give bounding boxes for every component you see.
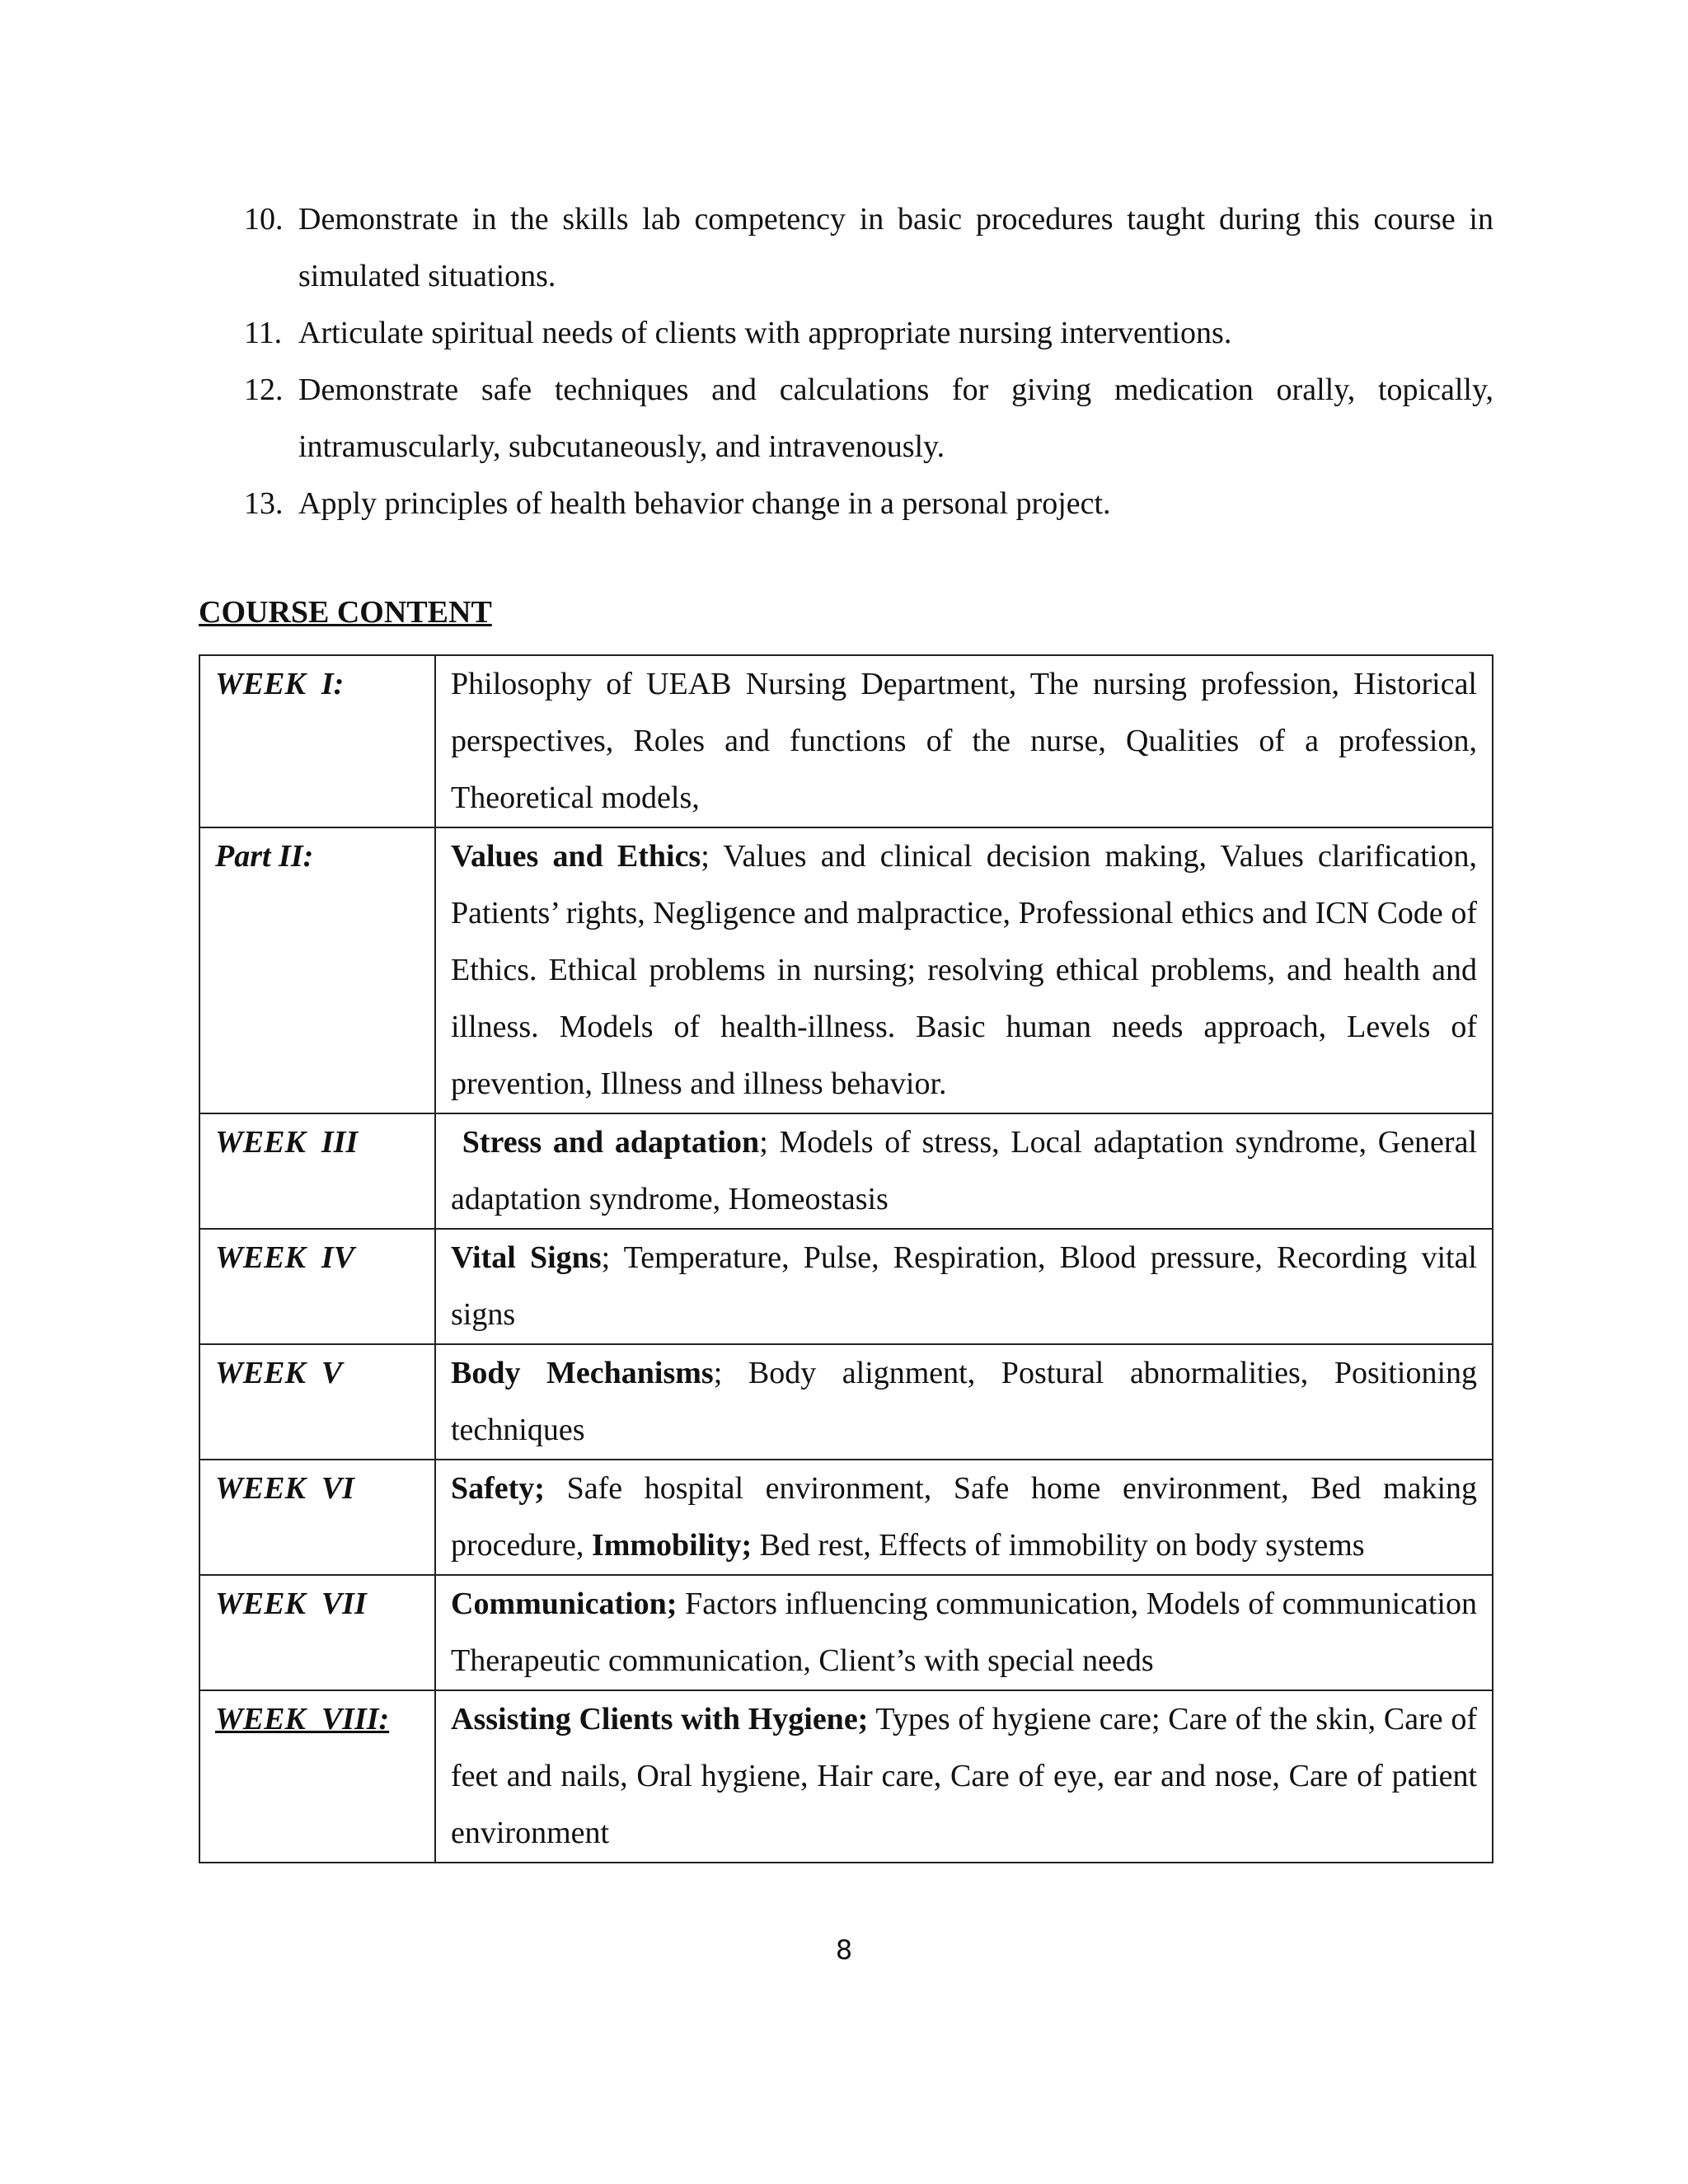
week-description <box>435 1690 1493 1863</box>
objective-number: 12. <box>244 373 284 407</box>
objective-number: 11. <box>244 316 283 350</box>
week-topic: Assisting Clients with Hygiene; <box>451 1702 869 1736</box>
week-details: ; Body alignment, Postural abnormalities, Positioning techniques <box>451 1356 1478 1447</box>
objective-item <box>244 362 1493 476</box>
objective-item <box>244 305 1493 362</box>
week-details: Types of hygiene care; Care of the skin, Care of feet and nails, Oral hygiene, Hair care, Care of eye, ear and nose, Care of patient environment <box>451 1702 1477 1850</box>
week-topic: Body Mechanisms <box>451 1356 714 1390</box>
week-description <box>435 1460 1493 1575</box>
week-details: ; Models of stress, Local adaptation syndrome, General adaptation syndrome, Homeostasis <box>451 1125 1477 1216</box>
objective-number: 10. <box>244 202 284 237</box>
week-topic: Communication; <box>451 1586 678 1621</box>
week-topic: Values and Ethics <box>451 839 701 874</box>
objective-text: Demonstrate in the skills lab competency in basic procedures taught during this course in simulated situations. <box>298 202 1493 293</box>
section-title: COURSE CONTENT <box>199 595 492 630</box>
objective-text: Demonstrate safe techniques and calculations for giving medication orally, topically, intramuscularly, subcutaneously, and intravenously. <box>298 373 1493 464</box>
week-label: WEEK V <box>199 1344 435 1460</box>
week-label: WEEK VIII: <box>215 1702 390 1736</box>
objectives-list <box>244 191 1493 532</box>
table-row <box>199 1575 1493 1690</box>
table-row <box>199 1344 1493 1460</box>
week-label: Part II: <box>199 827 435 1113</box>
week-topic: Vital Signs <box>451 1240 602 1275</box>
week-label: WEEK IV <box>199 1229 435 1344</box>
course-content-table <box>199 654 1493 1863</box>
week-label: WEEK I: <box>199 655 435 827</box>
week-details: ; Temperature, Pulse, Respiration, Blood pressure, Recording vital signs <box>451 1240 1477 1332</box>
week-label-cell <box>199 1690 435 1863</box>
page-number: 8 <box>835 1934 853 1966</box>
week-description <box>435 1113 1493 1229</box>
table-row <box>199 655 1493 827</box>
week-label: WEEK VII <box>199 1575 435 1690</box>
week-label: WEEK III <box>199 1113 435 1229</box>
table-row <box>199 1460 1493 1575</box>
week-details-secondary: Bed rest, Effects of immobility on body systems <box>752 1528 1365 1563</box>
week-details: Philosophy of UEAB Nursing Department, The nursing profession, Historical perspectives, Roles and functions of the nurse, Qualities of a profession, Theoretical models, <box>451 667 1477 815</box>
week-description <box>435 1229 1493 1344</box>
objective-text: Articulate spiritual needs of clients with appropriate nursing interventions. <box>298 316 1232 350</box>
objective-item <box>244 191 1493 305</box>
week-topic-secondary: Immobility; <box>591 1528 753 1563</box>
table-row <box>199 1229 1493 1344</box>
week-details: ; Values and clinical decision making, Values clarification, Patients’ rights, Negligence and malpractice, Professional ethics and ICN Code of Ethics. Ethical problems in nursing; resolving ethical problems, and health and illness. Models of health-illness. Basic human needs approach, Levels of prevention, Illness and illness behavior. <box>451 839 1477 1101</box>
objective-text: Apply principles of health behavior change in a personal project. <box>298 486 1111 521</box>
week-details: Factors influencing communication, Models of communication Therapeutic communication, Client’s with special needs <box>451 1586 1477 1678</box>
week-description <box>435 827 1493 1113</box>
table-row <box>199 827 1493 1113</box>
week-topic: Safety; <box>451 1471 545 1506</box>
week-description <box>435 655 1493 827</box>
week-topic: Stress and adaptation <box>462 1125 760 1160</box>
objective-item <box>244 476 1493 532</box>
table-row <box>199 1690 1493 1863</box>
week-description <box>435 1575 1493 1690</box>
objective-number: 13. <box>244 486 284 521</box>
week-label: WEEK VI <box>199 1460 435 1575</box>
table-row <box>199 1113 1493 1229</box>
week-description <box>435 1344 1493 1460</box>
week-details: Safe hospital environment, Safe home environment, Bed making procedure, <box>451 1471 1477 1563</box>
